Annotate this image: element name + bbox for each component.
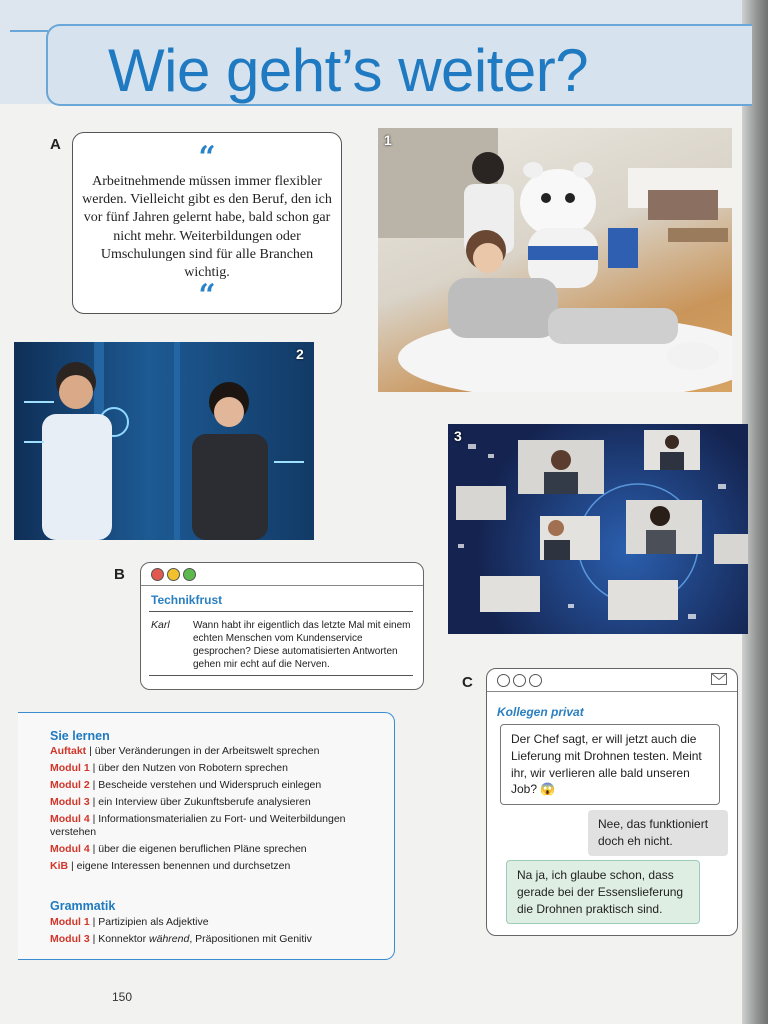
photo-2-number: 2 bbox=[296, 346, 304, 362]
separator: | bbox=[71, 860, 74, 872]
learn-item-text: über die eigenen beruflichen Pläne sprechen bbox=[98, 843, 307, 855]
quote-close-icon: “ bbox=[198, 278, 216, 313]
quote-box bbox=[72, 132, 342, 314]
separator: | bbox=[92, 813, 96, 825]
window-titlebar bbox=[141, 563, 423, 586]
module-tag: KiB bbox=[50, 860, 69, 872]
hologram-doctors-illustration bbox=[14, 342, 314, 540]
window-dot-icon bbox=[529, 674, 542, 687]
post-divider bbox=[149, 675, 413, 676]
module-tag: Modul 3 bbox=[50, 933, 90, 945]
learn-item bbox=[50, 796, 380, 809]
grammar-item bbox=[50, 916, 380, 929]
chat-title: Kollegen privat bbox=[497, 705, 584, 719]
module-tag: Modul 4 bbox=[50, 843, 90, 855]
learn-item-text: ein Interview über Zukunftsberufe analysieren bbox=[98, 796, 311, 808]
learn-item-text: über Veränderungen in der Arbeitswelt sprechen bbox=[94, 745, 320, 757]
chat-message-outgoing: Nee, das funktioniert doch eh nicht. bbox=[588, 810, 728, 856]
section-c-label: C bbox=[462, 674, 473, 691]
separator: | bbox=[92, 933, 96, 945]
title-frame bbox=[46, 24, 752, 106]
author-name: Karl bbox=[151, 619, 170, 631]
module-tag: Modul 2 bbox=[50, 779, 90, 791]
section-a-label: A bbox=[50, 136, 61, 153]
window-dot-icon bbox=[513, 674, 526, 687]
learn-item bbox=[50, 779, 380, 792]
learn-item bbox=[50, 762, 380, 775]
photo-1-number: 1 bbox=[384, 132, 392, 148]
photo-robot-care bbox=[378, 128, 732, 392]
learn-item bbox=[50, 843, 380, 856]
quote-text: Arbeitnehmende müssen immer flexibler werden. Vielleicht gibt es den Beruf, den ich vor fünf Jahren gelernt habe, bald schon gar nicht mehr. Weiterbildungen oder Umschulungen sind für alle Branchen wichtig. bbox=[82, 174, 332, 280]
post-text: Wann habt ihr eigentlich das letzte Mal mit einem echten Menschen vom Kundenservice gesprochen? Diese automatisierten Antworten gehen mir echt auf die Nerven. bbox=[193, 620, 411, 670]
separator: | bbox=[92, 916, 96, 928]
separator: | bbox=[92, 762, 96, 774]
grammar-item-text: Partizipien als Adjektive bbox=[98, 916, 209, 928]
separator: | bbox=[92, 843, 96, 855]
robot-care-illustration bbox=[378, 128, 732, 392]
photo-3-number: 3 bbox=[454, 428, 462, 444]
title-divider bbox=[149, 611, 413, 612]
learn-item bbox=[50, 813, 380, 839]
learn-item-text: Bescheide verstehen und Widerspruch einlegen bbox=[98, 779, 322, 791]
learn-item-text: Informationsmaterialien zu Fort- und Weiterbildungen verstehen bbox=[50, 813, 346, 838]
learn-item-text: eigene Interessen benennen und durchsetzen bbox=[76, 860, 291, 872]
grammar-item-text: Konnektor während, Präpositionen mit Genitiv bbox=[98, 933, 312, 945]
maximize-dot-icon bbox=[183, 568, 196, 581]
minimize-dot-icon bbox=[167, 568, 180, 581]
separator: | bbox=[92, 779, 96, 791]
grammatik-heading: Grammatik bbox=[50, 899, 116, 913]
learn-item bbox=[50, 745, 380, 758]
learn-item bbox=[50, 860, 380, 873]
separator: | bbox=[89, 745, 92, 757]
separator: | bbox=[92, 796, 96, 808]
photo-hologram-doctors bbox=[14, 342, 314, 540]
module-tag: Modul 1 bbox=[50, 762, 90, 774]
grammar-item bbox=[50, 933, 380, 946]
close-dot-icon bbox=[151, 568, 164, 581]
photo-video-conference bbox=[448, 424, 748, 634]
sie-lernen-box bbox=[18, 712, 395, 960]
mail-icon bbox=[711, 673, 727, 685]
module-tag: Modul 1 bbox=[50, 916, 90, 928]
technikfrust-window bbox=[140, 562, 424, 690]
module-tag: Modul 3 bbox=[50, 796, 90, 808]
quote-open-icon: “ bbox=[198, 140, 216, 175]
learn-item-text: über den Nutzen von Robotern sprechen bbox=[98, 762, 288, 774]
chat-message-incoming: Der Chef sagt, er will jetzt auch die Lieferung mit Drohnen testen. Meint ihr, wir verlieren alle bald unseren Job? 😱 bbox=[500, 724, 720, 805]
chat-message-reply: Na ja, ich glaube schon, dass gerade bei der Essenslieferung die Drohnen praktisch sind. bbox=[506, 860, 700, 924]
header-rule bbox=[10, 30, 48, 32]
video-conference-illustration bbox=[448, 424, 748, 634]
window-title: Technikfrust bbox=[151, 593, 223, 607]
sie-lernen-heading: Sie lernen bbox=[50, 729, 110, 743]
module-tag: Modul 4 bbox=[50, 813, 90, 825]
chat-titlebar bbox=[487, 669, 737, 692]
window-dot-icon bbox=[497, 674, 510, 687]
module-tag: Auftakt bbox=[50, 745, 87, 757]
section-b-label: B bbox=[114, 566, 125, 583]
page-title: Wie geht’s weiter? bbox=[108, 37, 589, 104]
page-number: 150 bbox=[112, 990, 133, 1004]
